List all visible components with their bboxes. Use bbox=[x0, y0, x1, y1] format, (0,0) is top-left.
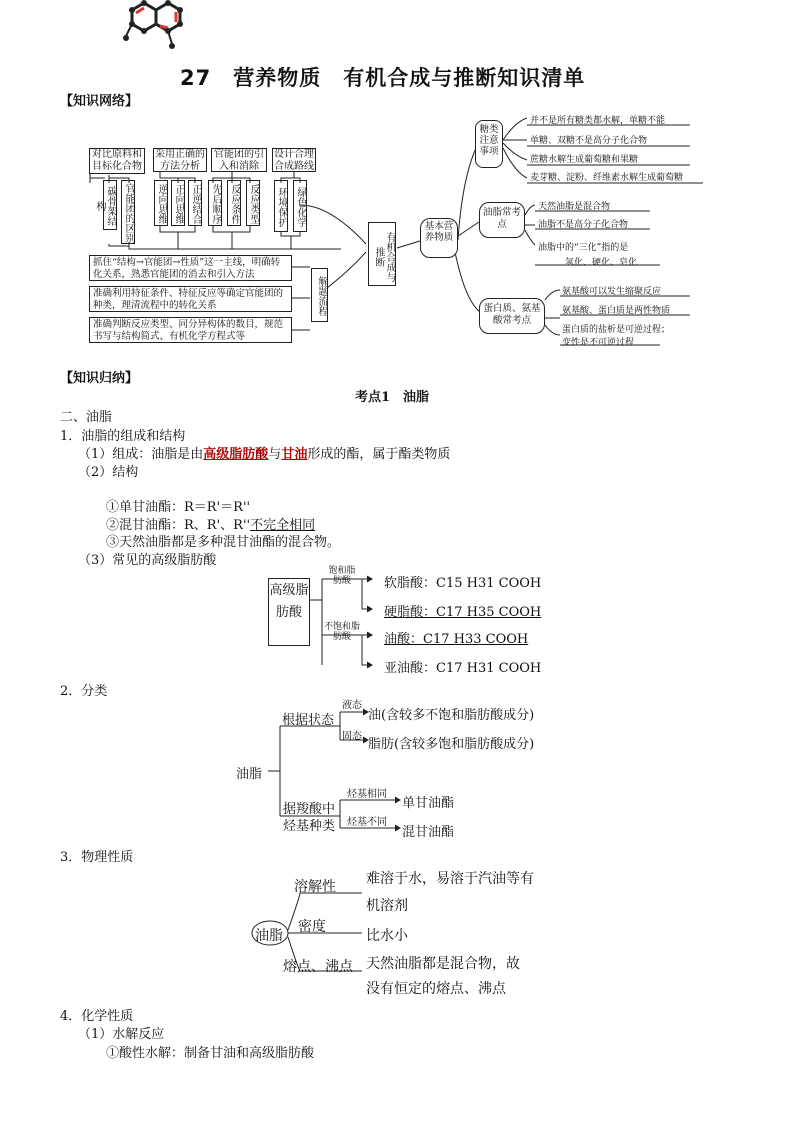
density-label: 密度 bbox=[298, 919, 326, 935]
physical-root: 油脂 bbox=[255, 928, 283, 944]
vert-box-7: 反应条件 bbox=[227, 180, 241, 226]
protein-item-4: 变性是不可逆过程 bbox=[562, 338, 635, 348]
saturated-label: 饱和脂肪酸 bbox=[328, 566, 356, 586]
fat-item-3: 油脂中的“三化”指的是 bbox=[538, 243, 629, 253]
s4-acid-hydrolysis: ①酸性水解：制备甘油和高级脂肪酸 bbox=[106, 1046, 315, 1061]
solubility-value-1: 难溶于水，易溶于汽油等有 bbox=[366, 871, 534, 887]
fat-item-4: 氢化、硬化、皂化 bbox=[565, 258, 638, 268]
top-box-route: 设计合理合成路线 bbox=[274, 149, 314, 172]
acid-linoleic: 亚油酸：C17 H31 COOH bbox=[384, 661, 542, 676]
solid-label: 固态 bbox=[342, 731, 362, 742]
section-network: 【知识网络】 bbox=[60, 94, 139, 109]
top-box-functional-group: 官能团的引入和消除 bbox=[211, 148, 267, 172]
vert-box-3: 逆向思维 bbox=[154, 180, 168, 226]
s1-title: 1．油脂的组成和结构 bbox=[60, 429, 186, 444]
left-box-3: 准确判断反应类型、同分异构体的数目，规范书写与结构简式、有机化学方程式等 bbox=[89, 317, 292, 343]
section-heading-fat: 二、油脂 bbox=[60, 410, 113, 425]
s1-composition: （1）组成：油脂是由高级脂肪酸与甘油形成的酯，属于酯类物质 bbox=[78, 447, 451, 462]
vert-box-2: 官能团的区别 bbox=[121, 180, 135, 244]
s1-acids-title: （3）常见的高级脂肪酸 bbox=[78, 553, 217, 568]
fat-desc: 脂肪(含较多饱和脂肪酸成分) bbox=[368, 737, 535, 752]
melting-value-1: 天然油脂都是混合物，故 bbox=[366, 956, 520, 972]
protein-item-3: 蛋白质的盐析是可逆过程； bbox=[562, 325, 671, 335]
vert-box-4: 正向思维 bbox=[171, 180, 185, 226]
s2-title: 2．分类 bbox=[60, 684, 108, 699]
fat-box: 油脂常考点 bbox=[479, 202, 525, 238]
fat-item-1: 天然油脂是混合物 bbox=[538, 202, 611, 212]
melting-label: 熔点、沸点 bbox=[283, 959, 353, 975]
solubility-label: 溶解性 bbox=[294, 879, 336, 895]
solubility-value-2: 机溶剂 bbox=[366, 898, 408, 914]
s4-hydrolysis: （1）水解反应 bbox=[78, 1027, 165, 1042]
s1-line2: ②混甘油酯：R、R'、R''不完全相同 bbox=[106, 518, 316, 533]
protein-item-1: 氨基酸可以发生缩聚反应 bbox=[562, 287, 662, 297]
classification-root: 油脂 bbox=[236, 767, 263, 782]
by-acid-label-2: 烃基种类 bbox=[283, 819, 336, 834]
acid-stearic: 硬脂酸：C17 H35 COOH bbox=[384, 605, 542, 620]
protein-box: 蛋白质、氨基酸常考点 bbox=[479, 298, 545, 334]
density-value: 比水小 bbox=[366, 928, 408, 944]
basic-nutrient-box: 基本营养物质 bbox=[420, 218, 458, 258]
melting-value-2: 没有恒定的熔点、沸点 bbox=[366, 981, 506, 997]
top-box-compare: 对比原料和目标化合物 bbox=[89, 148, 145, 174]
vert-box-10: 绿色化学 bbox=[293, 180, 307, 232]
vert-box-6: 先后顺序 bbox=[208, 180, 222, 226]
liquid-label: 液态 bbox=[342, 700, 362, 711]
acid-oleic: 油酸：C17 H33 COOH bbox=[384, 632, 529, 647]
mixed-glyceride: 混甘油酯 bbox=[402, 825, 455, 840]
sugar-item-2: 单糖、双糖不是高分子化合物 bbox=[530, 136, 648, 146]
s3-title: 3．物理性质 bbox=[60, 850, 134, 865]
left-box-1: 抓住“结构→官能团→性质”这一主线，明确转化关系，熟悉官能团的消去和引入方法 bbox=[89, 255, 292, 281]
page-title: 27 营养物质 有机合成与推断知识清单 bbox=[180, 66, 586, 90]
fat-item-2: 油脂不是高分子化合物 bbox=[538, 220, 629, 230]
kaodian-heading: 考点1 油脂 bbox=[355, 390, 430, 405]
left-box-2: 准确利用特征条件、特征反应等确定官能团的种类，理清流程中的转化关系 bbox=[89, 286, 292, 312]
same-label: 烃基相同 bbox=[347, 789, 387, 800]
s4-title: 4．化学性质 bbox=[60, 1009, 134, 1024]
unsaturated-label: 不饱和脂肪酸 bbox=[323, 622, 360, 642]
s1-line3: ③天然油脂都是多种混甘油酯的混合物。 bbox=[106, 535, 341, 550]
s1-line1: ①单甘油酯：R＝R'＝R'' bbox=[106, 500, 251, 515]
vert-box-5: 正逆结合 bbox=[188, 180, 202, 226]
acid-box: 高级脂肪酸 bbox=[268, 578, 310, 646]
protein-item-2: 氨基酸、蛋白质是两性物质 bbox=[562, 306, 671, 316]
center-box: 有机合成与推断 bbox=[368, 222, 396, 286]
diff-label: 烃基不同 bbox=[347, 817, 387, 828]
oil-desc: 油(含较多不饱和脂肪酸成分) bbox=[368, 708, 535, 723]
sugar-item-4: 麦芽糖、淀粉、纤维素水解生成葡萄糖 bbox=[530, 173, 684, 183]
sugar-item-1: 并不是所有糖类都水解，单糖不能 bbox=[530, 116, 666, 126]
vert-box-1: 碳骨架结构 bbox=[103, 180, 117, 230]
by-acid-label-1: 据羧酸中 bbox=[283, 802, 336, 817]
by-state-label: 根据状态 bbox=[282, 713, 335, 728]
vert-box-9: 环境保护 bbox=[274, 180, 288, 232]
s1-structure: （2）结构 bbox=[78, 465, 139, 480]
simple-glyceride: 单甘油酯 bbox=[402, 796, 455, 811]
top-box-method: 采用正确的方法分析 bbox=[155, 149, 205, 172]
section-summary: 【知识归纳】 bbox=[60, 371, 139, 386]
vert-box-8: 反应类型 bbox=[246, 180, 260, 226]
solve-flow-box: 解题流程 bbox=[311, 268, 328, 322]
sugar-box: 糖类注意事项 bbox=[475, 120, 503, 168]
acid-palmitic: 软脂酸：C15 H31 COOH bbox=[384, 576, 542, 591]
sugar-item-3: 蔗糖水解生成葡萄糖和果糖 bbox=[530, 155, 639, 165]
